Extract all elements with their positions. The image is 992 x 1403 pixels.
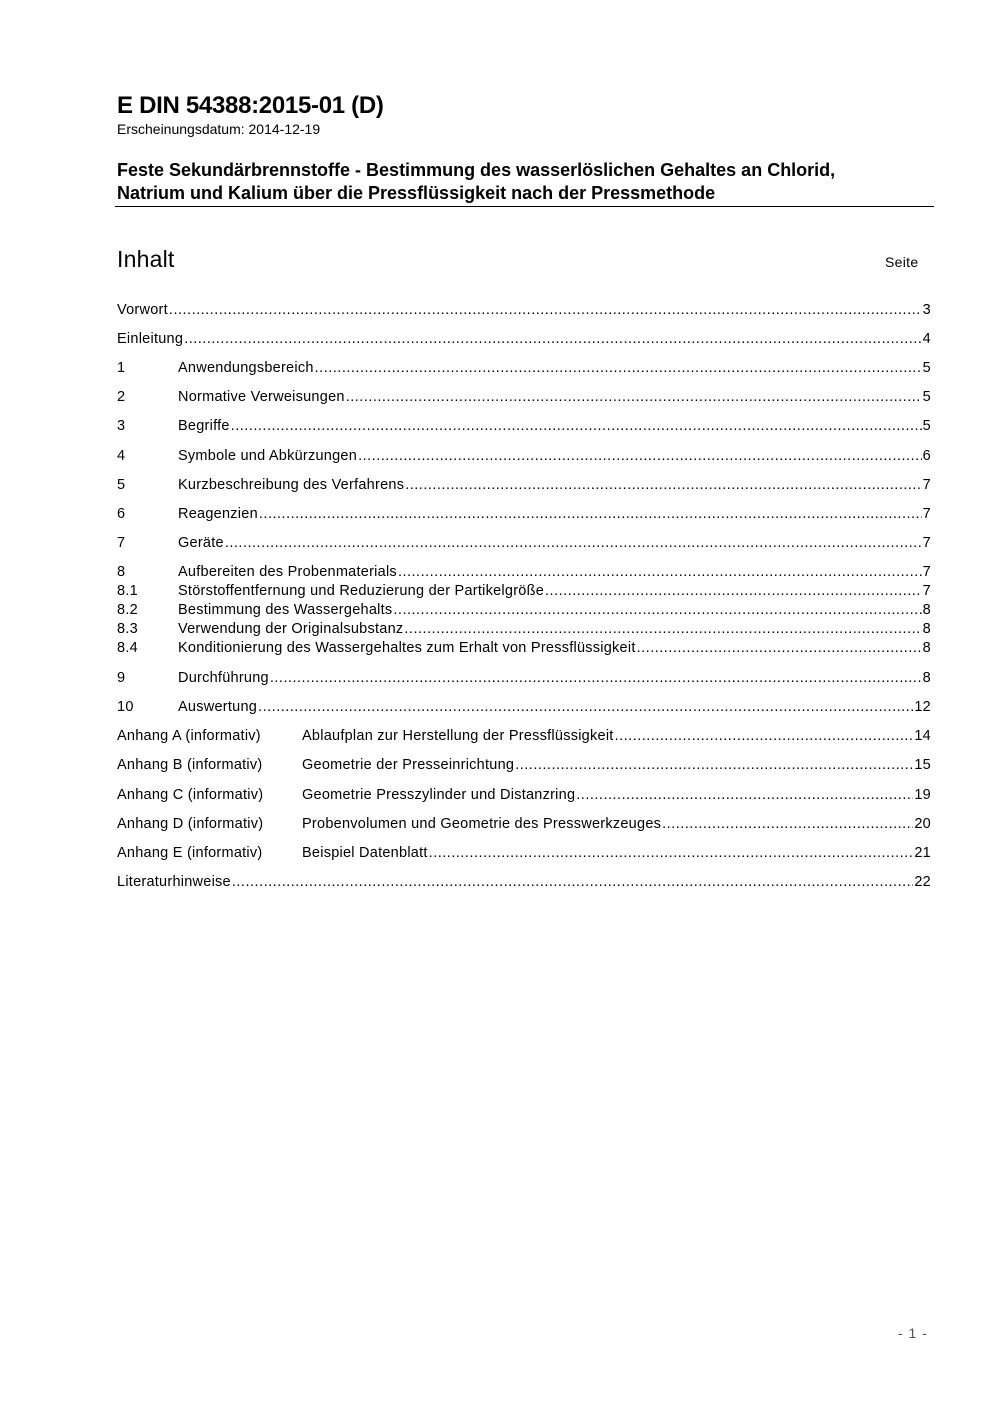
toc-entry-einleitung[interactable]	[117, 331, 931, 350]
toc-entry-8-1[interactable]	[117, 583, 931, 602]
toc-entry-title: Reagenzien	[178, 506, 258, 522]
toc-entry-page: 5	[922, 389, 931, 405]
document-title-line: Feste Sekundärbrennstoffe - Bestimmung des wasserlöslichen Gehaltes an Chlorid,	[117, 160, 836, 180]
toc-entry-page: 12	[914, 699, 931, 715]
toc-entry-number: 8.1	[117, 583, 138, 599]
toc-entry-title: Bestimmung des Wassergehalts	[178, 602, 393, 618]
toc-entry-number: Anhang E (informativ)	[117, 845, 263, 861]
toc-entry-page: 3	[922, 302, 931, 318]
toc-entry-1[interactable]	[117, 360, 931, 379]
toc-page-column-header: Seite	[885, 254, 919, 270]
toc-entry-title: Geometrie Presszylinder und Distanzring	[302, 787, 576, 803]
toc-leader-dots	[515, 757, 913, 773]
toc-entry-8-2[interactable]	[117, 602, 931, 621]
toc-leader-dots	[315, 360, 922, 376]
toc-entry-page: 5	[922, 360, 931, 376]
toc-entry-5[interactable]	[117, 477, 931, 496]
page-number: - 1 -	[898, 1325, 928, 1341]
toc-entry-number: 4	[117, 448, 126, 464]
toc-entry-title: Durchführung	[178, 670, 269, 686]
toc-entry-title: Auswertung	[178, 699, 258, 715]
toc-leader-dots	[615, 728, 914, 744]
toc-entry-8-4[interactable]	[117, 640, 931, 659]
toc-entry-title: Kurzbeschreibung des Verfahrens	[178, 477, 405, 493]
toc-leader-dots	[662, 816, 913, 832]
toc-leader-dots	[429, 845, 914, 861]
toc-entry-title: Vorwort	[117, 302, 168, 318]
toc-entry-number: 7	[117, 535, 126, 551]
publication-date: Erscheinungsdatum: 2014-12-19	[117, 121, 321, 137]
title-divider	[115, 206, 934, 207]
toc-leader-dots	[405, 477, 921, 493]
toc-entry-7[interactable]	[117, 535, 931, 554]
toc-leader-dots	[270, 670, 922, 686]
toc-heading: Inhalt	[117, 246, 175, 272]
toc-entry-9[interactable]	[117, 670, 931, 689]
toc-leader-dots	[346, 389, 922, 405]
toc-entry-number: Anhang C (informativ)	[117, 787, 264, 803]
toc-entry-anhang-b[interactable]	[117, 757, 931, 776]
toc-entry-page: 20	[914, 816, 931, 832]
toc-entry-page: 15	[914, 757, 931, 773]
toc-entry-page: 8	[922, 602, 931, 618]
toc-entry-number: 8.4	[117, 640, 138, 656]
toc-entry-number: 5	[117, 477, 126, 493]
toc-entry-page: 14	[914, 728, 931, 744]
toc-entry-anhang-e[interactable]	[117, 845, 931, 864]
toc-entry-title: Begriffe	[178, 418, 230, 434]
toc-leader-dots	[169, 302, 922, 318]
toc-entry-title: Störstoffentfernung und Reduzierung der Partikelgröße	[178, 583, 545, 599]
toc-entry-title: Symbole und Abkürzungen	[178, 448, 358, 464]
toc-leader-dots	[358, 448, 922, 464]
toc-entry-title: Verwendung der Originalsubstanz	[178, 621, 404, 637]
toc-entry-anhang-a[interactable]	[117, 728, 931, 747]
toc-entry-number: 9	[117, 670, 126, 686]
toc-entry-number: 8	[117, 564, 126, 580]
toc-entry-number: 3	[117, 418, 126, 434]
document-title-line: Natrium und Kalium über die Pressflüssigkeit nach der Pressmethode	[117, 183, 716, 203]
toc-entry-page: 6	[922, 448, 931, 464]
toc-entry-page: 7	[922, 583, 931, 599]
toc-entry-title: Aufbereiten des Probenmaterials	[178, 564, 397, 580]
toc-entry-6[interactable]	[117, 506, 931, 525]
toc-entry-title: Normative Verweisungen	[178, 389, 345, 405]
toc-entry-number: 8.2	[117, 602, 138, 618]
toc-entry-title: Anwendungsbereich	[178, 360, 314, 376]
toc-entry-anhang-d[interactable]	[117, 816, 931, 835]
toc-entry-title: Konditionierung des Wassergehaltes zum Erhalt von Pressflüssigkeit	[178, 640, 636, 656]
toc-entry-page: 5	[922, 418, 931, 434]
toc-leader-dots	[398, 564, 922, 580]
document-number: E DIN 54388:2015-01 (D)	[117, 92, 384, 119]
toc-entry-page: 21	[914, 845, 931, 861]
toc-entry-page: 7	[922, 564, 931, 580]
toc-entry-anhang-c[interactable]	[117, 787, 931, 806]
toc-entry-title: Ablaufplan zur Herstellung der Pressflüssigkeit	[302, 728, 614, 744]
toc-entry-number: Anhang B (informativ)	[117, 757, 263, 773]
toc-entry-number: 6	[117, 506, 126, 522]
toc-entry-title: Geometrie der Presseinrichtung	[302, 757, 515, 773]
toc-leader-dots	[184, 331, 921, 347]
toc-entry-page: 8	[922, 670, 931, 686]
toc-entry-title: Literaturhinweise	[117, 874, 231, 890]
toc-entry-page: 7	[922, 506, 931, 522]
toc-leader-dots	[637, 640, 922, 656]
toc-leader-dots	[576, 787, 913, 803]
toc-entry-page: 4	[922, 331, 931, 347]
toc-entry-10[interactable]	[117, 699, 931, 718]
toc-leader-dots	[393, 602, 921, 618]
toc-entry-page: 7	[922, 535, 931, 551]
toc-entry-number: 10	[117, 699, 134, 715]
toc-entry-page: 7	[922, 477, 931, 493]
toc-entry-number: Anhang A (informativ)	[117, 728, 261, 744]
toc-entry-title: Einleitung	[117, 331, 184, 347]
toc-leader-dots	[258, 699, 913, 715]
document-title	[117, 159, 935, 205]
toc-leader-dots	[231, 418, 922, 434]
toc-entry-page: 8	[922, 640, 931, 656]
toc-entry-3[interactable]	[117, 418, 931, 437]
toc-entry-title: Beispiel Datenblatt	[302, 845, 428, 861]
toc-entry-8[interactable]	[117, 564, 931, 583]
toc-entry-literaturhinweise[interactable]	[117, 874, 931, 893]
toc-entry-number: 8.3	[117, 621, 138, 637]
toc-entry-title: Probenvolumen und Geometrie des Presswerkzeuges	[302, 816, 662, 832]
toc-leader-dots	[545, 583, 922, 599]
toc-entry-4[interactable]	[117, 448, 931, 467]
toc-leader-dots	[225, 535, 922, 551]
toc-entry-number: 2	[117, 389, 126, 405]
toc-entry-vorwort[interactable]	[117, 302, 931, 321]
toc-leader-dots	[232, 874, 913, 890]
toc-entry-8-3[interactable]	[117, 621, 931, 640]
toc-leader-dots	[404, 621, 921, 637]
toc-entry-2[interactable]	[117, 389, 931, 408]
toc-entry-title: Geräte	[178, 535, 224, 551]
toc-entry-page: 8	[922, 621, 931, 637]
toc-leader-dots	[259, 506, 922, 522]
toc-entry-number: Anhang D (informativ)	[117, 816, 264, 832]
toc-entry-page: 19	[914, 787, 931, 803]
toc-entry-page: 22	[914, 874, 931, 890]
toc-entry-number: 1	[117, 360, 126, 376]
